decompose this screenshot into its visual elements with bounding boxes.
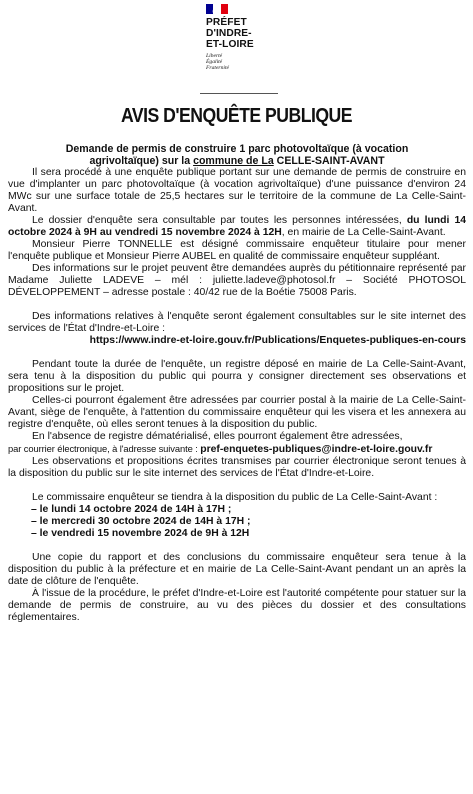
paragraph-website: Des informations relatives à l'enquête seront également consultables sur le site internet des services de l'État d'Indre-et-Loire : — [8, 311, 466, 334]
motto-line: Liberté — [206, 53, 223, 59]
paragraph-availability: Le commissaire enquêteur se tiendra à la disposition du public de La Celle-Saint-Avant : — [32, 492, 438, 503]
paragraph-procedure: Il sera procédé à une enquête publique portant sur une demande de permis de construire en vue d'implanter un parc photovoltaïque (à vocation agrivoltaïque) d'une puissance d'environ 24 MWc sur une surface totale de 25,5 hectares sur le territoire de la commune de La Celle-Saint-Avant. — [8, 167, 466, 214]
paragraph-decision: À l'issue de la procédure, le préfet d'Indre-et-Loire est l'autorité compétente pour statuer sur la demande de permis de construire, au vu des pièces du dossier et des consultations réglementaires. — [8, 588, 466, 623]
notice-body — [8, 143, 466, 624]
paragraph-dossier: Le dossier d'enquête sera consultable par toutes les personnes intéressées, du lundi 14 octobre 2024 à 9H au vendredi 15 novembre 2024 à 12H, en mairie de La Celle-Saint-Avant. — [8, 215, 466, 238]
permanence-dates — [8, 504, 466, 540]
paragraph-register: Pendant toute la durée de l'enquête, un registre déposé en mairie de La Celle-Saint-Avant, sera tenu à la disposition du public qui pourra y consigner directement ses observations et propositions sur le projet. — [8, 359, 466, 394]
prefecture-name-line: PRÉFET — [206, 17, 247, 28]
paragraph-email: En l'absence de registre dématérialisé, elles pourront également être adressées, par courrier électronique, à l'adresse suivante : pref-enquetes-publiques@indre-et-loire.gouv.fr — [8, 431, 433, 455]
notice-subtitle — [8, 143, 466, 167]
divider — [200, 93, 278, 94]
marianne-icon — [210, 5, 223, 14]
prefecture-name — [206, 17, 276, 50]
paragraph-commissioner: Monsieur Pierre TONNELLE est désigné commissaire enquêteur titulaire pour mener l'enquête publique et Monsieur Pierre AUBEL en qualité de commissaire enquêteur suppléant. — [8, 239, 466, 262]
prefecture-name-line: ET-LOIRE — [206, 39, 254, 50]
motto-line: Égalité — [206, 59, 223, 65]
paragraph-report: Une copie du rapport et des conclusions du commissaire enquêteur sera tenue à la disposition du public à la préfecture et en mairie de La Celle-Saint-Avant pendant un an après la date de clôture de l'enquête. — [8, 552, 466, 587]
prefecture-logo — [206, 4, 276, 71]
paragraph-petitioner: Des informations sur le projet peuvent être demandées auprès du pétitionnaire représenté par Madame Juliette LADEVE – mél : juliette.ladeve@photosol.fr – Société PHOTOSOL DÉVELOPPEMENT – adresse postale : 40/42 rue de la Boétie 75008 Paris. — [8, 263, 466, 298]
list-item: – le vendredi 15 novembre 2024 de 9H à 12H — [31, 528, 250, 539]
motto-line: Fraternité — [206, 65, 229, 71]
notice-title: AVIS D'ENQUÊTE PUBLIQUE — [120, 104, 353, 127]
subtitle-line: Demande de permis de construire 1 parc photovoltaïque (à vocation — [65, 143, 409, 155]
list-item: – le mercredi 30 octobre 2024 de 14H à 17H ; — [31, 516, 251, 527]
paragraph-postal: Celles-ci pourront également être adressées par courrier postal à la mairie de La Celle-Saint-Avant, siège de l'enquête, à l'attention du commissaire enquêteur qui les visera et les annexera au registre d'enquête, où elles seront tenues à la disposition du public. — [8, 395, 466, 430]
republic-motto — [206, 53, 276, 71]
list-item: – le lundi 14 octobre 2024 de 14H à 17H ; — [31, 504, 232, 515]
website-link[interactable]: https://www.indre-et-loire.gouv.fr/Publications/Enquetes-publiques-en-cours — [89, 335, 466, 346]
paragraph-observations: Les observations et propositions écrites transmises par courrier électronique seront tenues à la disposition du public sur le site internet des services de l'État d'Indre-et-Loire. — [8, 456, 466, 479]
subtitle-line: agrivoltaïque) sur la commune de La CELLE-SAINT-AVANT — [89, 155, 385, 167]
prefecture-name-line: D'INDRE- — [206, 28, 252, 39]
email-link[interactable]: pref-enquetes-publiques@indre-et-loire.gouv.fr — [200, 444, 433, 455]
